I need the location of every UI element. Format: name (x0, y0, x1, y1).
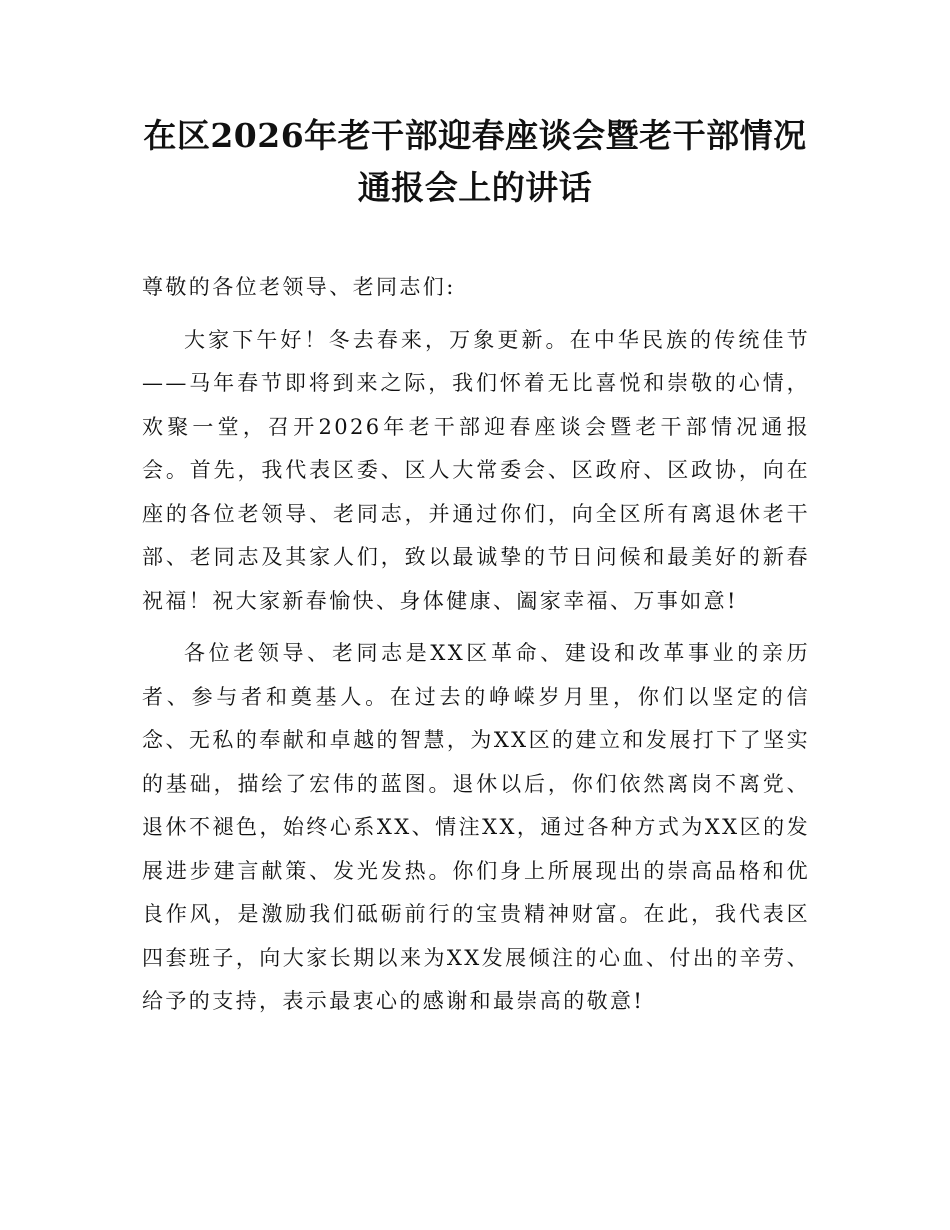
paragraph-1: 大家下午好！冬去春来，万象更新。在中华民族的传统佳节——马年春节即将到来之际，我们怀着无比喜悦和崇敬的心情，欢聚一堂，召开2026年老干部迎春座谈会暨老干部情况通报会。首先，我代表区委、区人大常委会、区政府、区政协，向在座的各位老领导、老同志，并通过你们，向全区所有离退休老干部、老同志及其家人们，致以最诚挚的节日问候和最美好的新春祝福！祝大家新春愉快、身体健康、阖家幸福、万事如意! (142, 327, 810, 613)
document-title (130, 110, 820, 214)
title-line-2: 通报会上的讲话 (357, 168, 593, 207)
paragraph-2: 各位老领导、老同志是XX区革命、建设和改革事业的亲历者、参与者和奠基人。在过去的峥嵘岁月里，你们以坚定的信念、无私的奉献和卓越的智慧，为XX区的建立和发展打下了坚实的基础，描绘了宏伟的蓝图。退休以后，你们依然离岗不离党、退休不褪色，始终心系XX、情注XX，通过各种方式为XX区的发展进步建言献策、发光发热。你们身上所展现出的崇高品格和优良作风，是激励我们砥砺前行的宝贵精神财富。在此，我代表区四套班子，向大家长期以来为XX发展倾注的心血、付出的辛劳、给予的支持，表示最衷心的感谢和最崇高的敬意! (142, 641, 810, 1013)
document-body (142, 266, 810, 1024)
title-line-1: 在区2026年老干部迎春座谈会暨老干部情况 (143, 116, 807, 155)
salutation: 尊敬的各位老领导、老同志们: (142, 275, 456, 299)
